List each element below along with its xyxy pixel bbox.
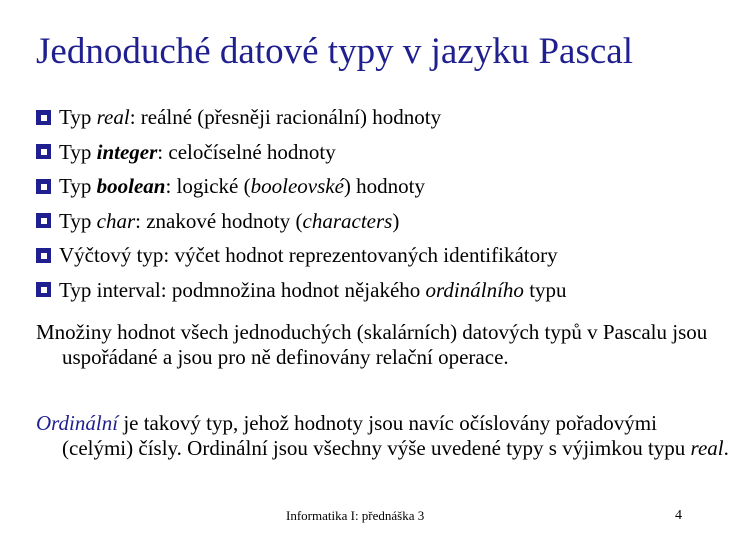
list-item bbox=[36, 169, 567, 204]
slide-title: Jednoduché datové typy v jazyku Pascal bbox=[36, 31, 633, 72]
checkbox-square-icon bbox=[36, 179, 51, 194]
bullet-text: Výčtový typ: výčet hodnot reprezentovaných identifikátory bbox=[59, 243, 558, 267]
bullet-text: Typ interval: podmnožina hodnot nějakého ordinálního typu bbox=[59, 277, 567, 302]
list-item bbox=[36, 204, 567, 239]
list-item bbox=[36, 238, 567, 273]
bullet-text: Typ boolean: logické (booleovské) hodnoty bbox=[59, 174, 425, 198]
checkbox-square-icon bbox=[36, 213, 51, 228]
footer-text: Informatika I: přednáška 3 bbox=[286, 508, 425, 523]
paragraph-ordinal: Ordinální je takový typ, jehož hodnoty jsou navíc očíslovány pořadovými (celými) čísly. Ordinální jsou všechny výše uvedené typy s výjimkou typu real. bbox=[36, 411, 729, 460]
checkbox-square-icon bbox=[36, 282, 51, 297]
bullet-list bbox=[36, 100, 567, 307]
bullet-text: Typ char: znakové hodnoty (characters) bbox=[59, 208, 400, 233]
paragraph-ordered-sets: Množiny hodnot všech jednoduchých (skalárních) datových typů v Pascalu jsou uspořádané a jsou pro ně definovány relační operace. bbox=[36, 320, 708, 369]
checkbox-square-icon bbox=[36, 248, 51, 263]
list-item bbox=[36, 273, 567, 308]
checkbox-square-icon bbox=[36, 110, 51, 125]
checkbox-square-icon bbox=[36, 144, 51, 159]
bullet-text: Typ integer: celočíselné hodnoty bbox=[59, 139, 336, 164]
ordinal-term: Ordinální bbox=[36, 411, 119, 435]
list-item bbox=[36, 135, 567, 170]
list-item bbox=[36, 100, 567, 135]
page-number: 4 bbox=[675, 508, 682, 523]
bullet-text: Typ real: reálné (přesněji racionální) hodnoty bbox=[59, 105, 442, 129]
